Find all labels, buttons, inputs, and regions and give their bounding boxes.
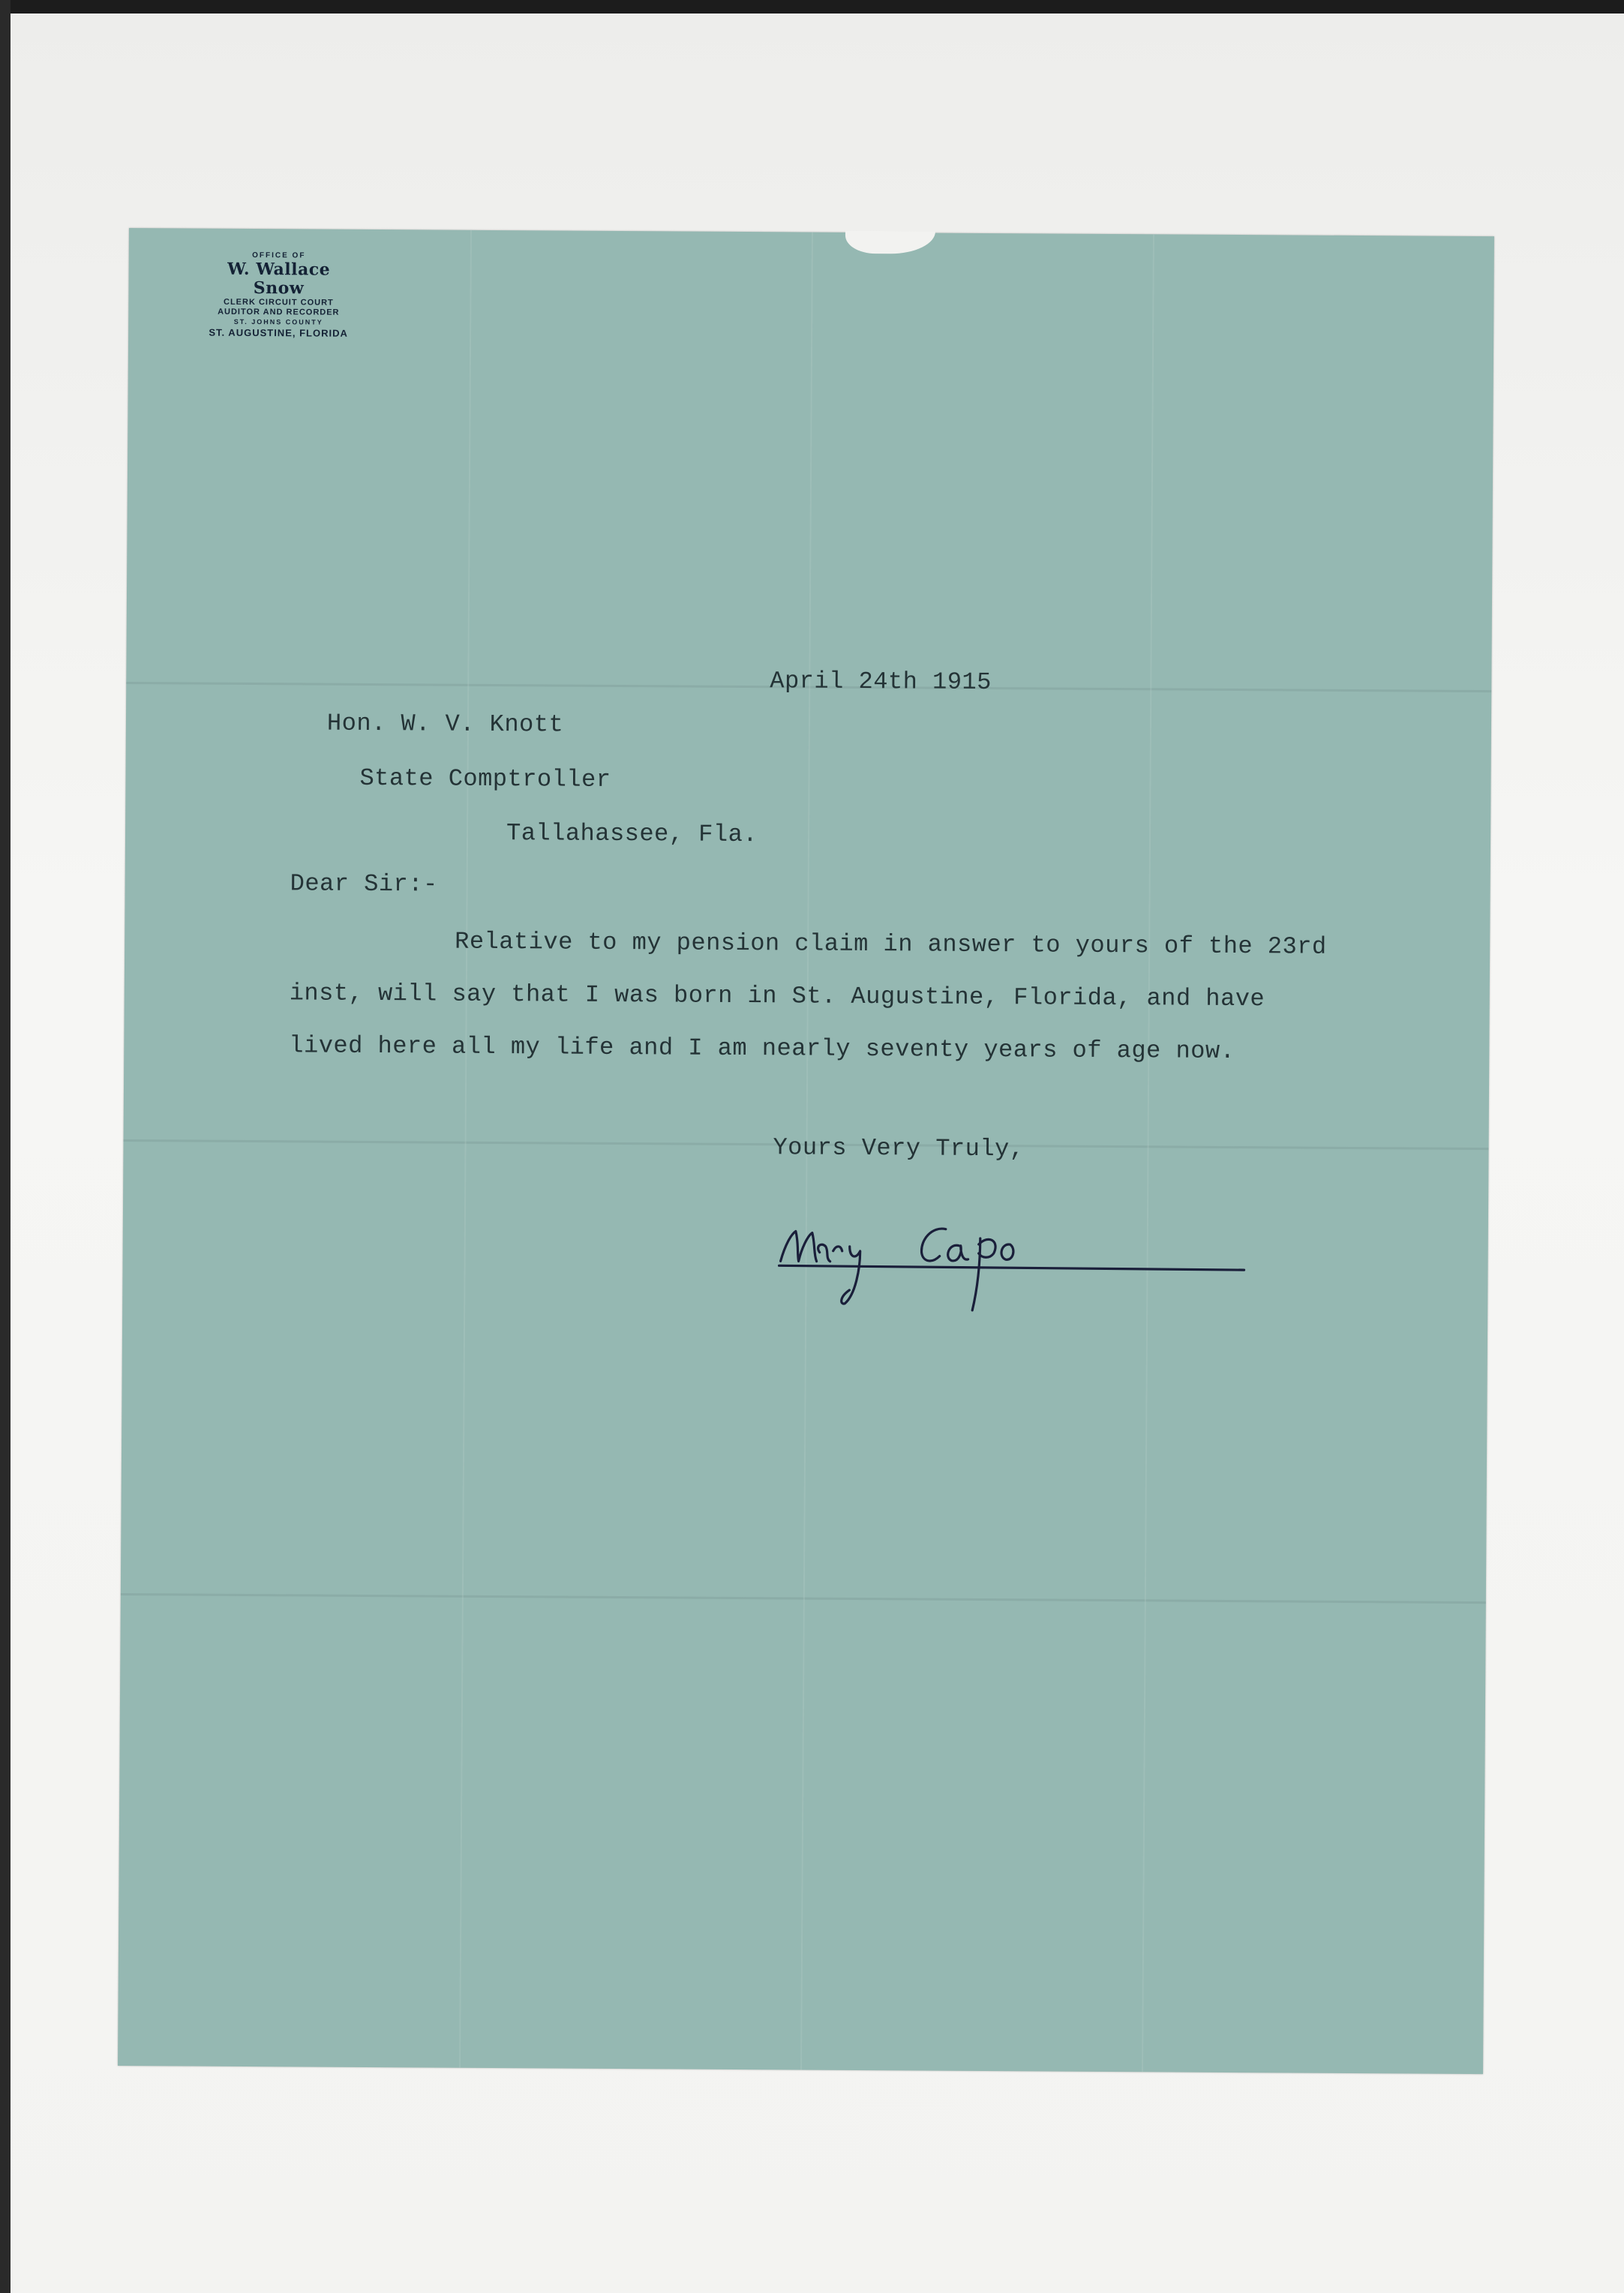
letter-sheet <box>118 228 1494 2074</box>
body-line-1: Relative to my pension claim in answer to yours of the 23rd <box>455 927 1327 961</box>
letterhead-title-line1: CLERK CIRCUIT COURT <box>224 297 334 308</box>
letterhead-office-of: OFFICE OF <box>252 251 306 260</box>
scanner-top-edge <box>0 0 1624 14</box>
letterhead-county: ST. JOHNS COUNTY <box>233 318 323 326</box>
letterhead-name: W. Wallace Snow <box>227 259 331 299</box>
handwritten-signature <box>771 1207 1252 1315</box>
crease-line <box>459 230 472 2068</box>
letterhead <box>203 251 354 340</box>
recipient-name: Hon. W. V. Knott <box>326 709 564 739</box>
recipient-city: Tallahassee, Fla. <box>506 819 758 849</box>
letterhead-title-line2: AUDITOR AND RECORDER <box>218 307 340 317</box>
crease-line <box>1142 234 1154 2072</box>
salutation: Dear Sir:- <box>290 869 438 899</box>
letterhead-city: ST. AUGUSTINE, FLORIDA <box>209 326 348 339</box>
letter-date: April 24th 1915 <box>770 667 992 697</box>
paper-tear <box>845 231 935 254</box>
scanner-left-edge <box>0 0 11 2293</box>
closing: Yours Very Truly, <box>773 1133 1025 1163</box>
body-line-3: lived here all my life and I am nearly seventy years of age now. <box>289 1031 1235 1066</box>
recipient-title: State Comptroller <box>359 764 611 794</box>
body-line-2: inst, will say that I was born in St. Augustine, Florida, and have <box>289 979 1265 1013</box>
